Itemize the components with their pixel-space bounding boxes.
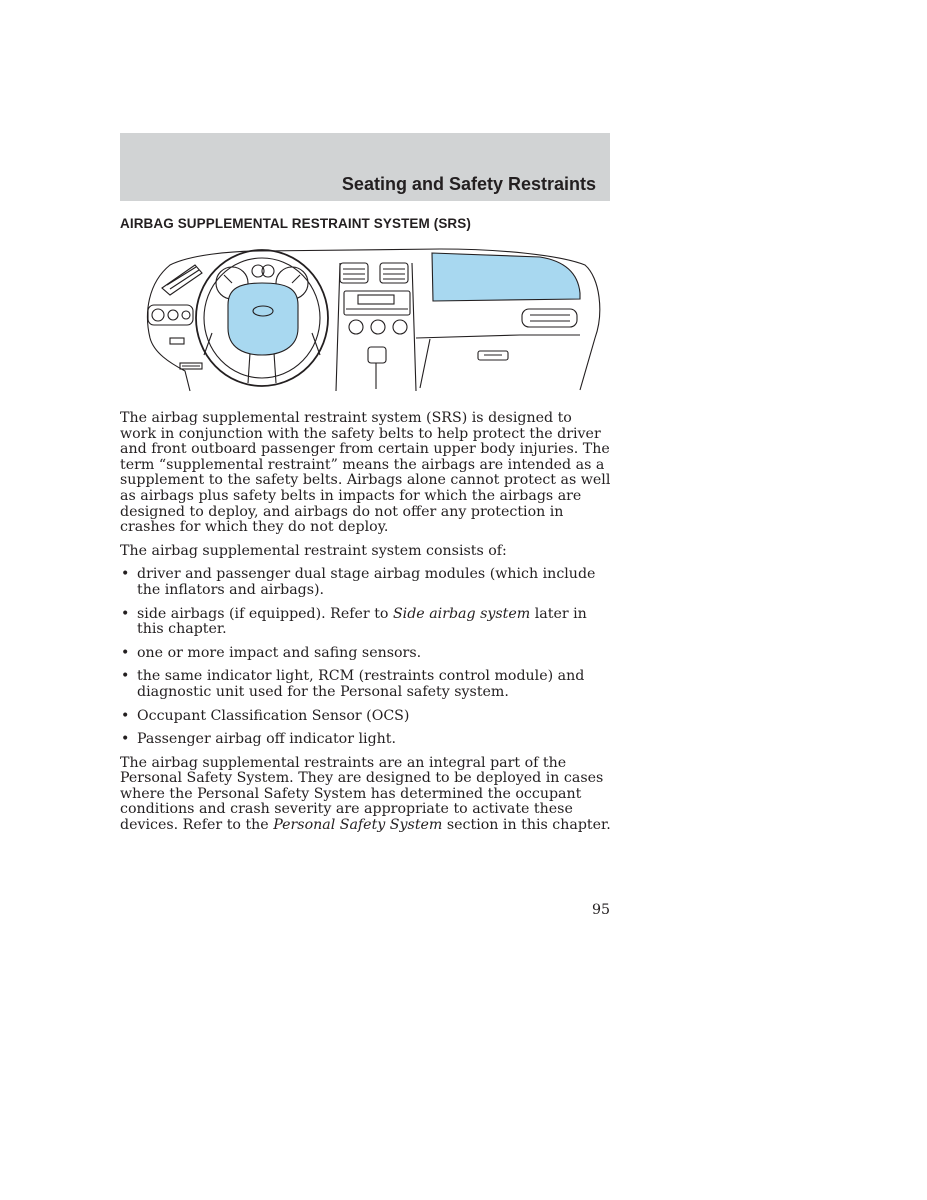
bullet-icon: •	[121, 668, 130, 685]
list-item: • driver and passenger dual stage airbag modules (which include the inflators and airbags).	[121, 566, 596, 598]
left-vent	[162, 265, 202, 295]
bullet-icon: •	[121, 605, 130, 622]
bullet-icon: •	[121, 707, 130, 724]
cross-reference-side-airbag: Side airbag system	[392, 605, 531, 622]
bullet-icon: •	[121, 644, 130, 661]
intro-paragraph: The airbag supplemental restraint system (SRS) is designed to work in conjunction with the safety belts to help protect the driver and front outboard passenger from certain upper body injuries. The term “supplemental restraint” means the airbags are intended as a supplement to the safety belts. Airbags alone cannot protect as well as airbags plus safety belts in impacts for which the airbags are designed to deploy, and airbags do not offer any protection in crashes for which they do not deploy.	[120, 410, 611, 536]
bullet-icon: •	[121, 566, 130, 583]
list-item: • Passenger airbag off indicator light.	[121, 731, 397, 748]
dashboard-figure	[140, 243, 606, 393]
gear-shifter	[368, 347, 386, 363]
light-switch-panel	[148, 305, 193, 325]
dash-lower-left	[150, 338, 190, 391]
right-vent	[522, 309, 577, 327]
center-vent-right	[380, 263, 408, 283]
driver-airbag-highlight	[228, 283, 298, 355]
body-text	[120, 411, 612, 842]
chapter-header-band	[120, 133, 610, 201]
section-heading: AIRBAG SUPPLEMENTAL RESTRAINT SYSTEM (SRS)	[120, 216, 471, 231]
component-list	[120, 567, 612, 747]
list-item: • the same indicator light, RCM (restraints control module) and diagnostic unit used for the Personal safety system.	[121, 668, 585, 700]
cross-reference-personal-safety: Personal Safety System	[273, 817, 443, 834]
list-item: • side airbags (if equipped). Refer to Side airbag system later in this chapter.	[121, 605, 587, 638]
closing-paragraph: The airbag supplemental restraints are an integral part of the Personal Safety System. They are designed to be deployed in cases where the Personal Safety System has determined the occupant conditions and crash severity are appropriate to activate these devices. Refer to the Personal Safety System section in this chapter.	[120, 754, 611, 834]
dashboard-illustration	[140, 243, 606, 393]
page-number: 95	[591, 902, 610, 918]
chapter-title: Seating and Safety Restraints	[341, 174, 596, 194]
small-switch	[170, 338, 184, 344]
passenger-airbag-highlight	[432, 253, 580, 301]
bullet-icon: •	[121, 731, 130, 748]
list-item: • one or more impact and safing sensors.	[121, 644, 422, 661]
center-vent-left	[340, 263, 368, 283]
list-intro: The airbag supplemental restraint system consists of:	[120, 542, 507, 559]
list-item: • Occupant Classification Sensor (OCS)	[121, 707, 410, 724]
